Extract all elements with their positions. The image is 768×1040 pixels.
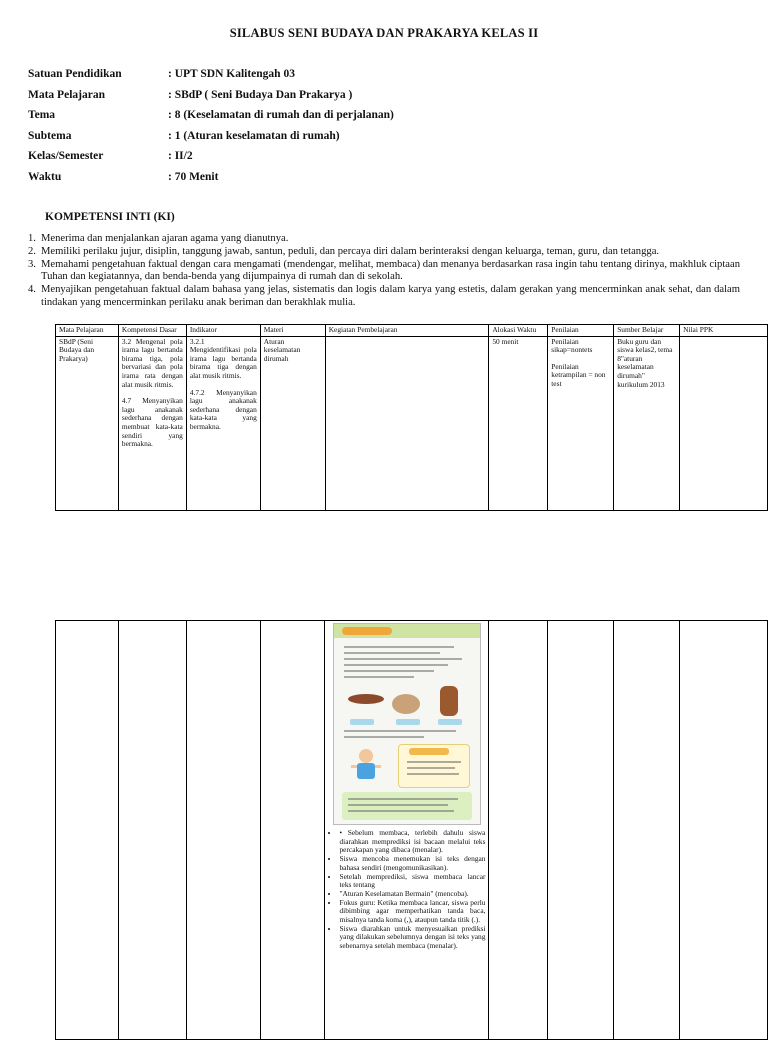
ki-item	[28, 246, 740, 259]
sumber-text: Buku guru dan siswa kelas2, tema 8"aturan keselamatan dirumah" kurikulum 2013	[617, 336, 673, 389]
header-materi: Materi	[260, 325, 325, 337]
ki-text: Memahami pengetahuan faktual dengan cara mengamati (mendengar, melihat, membaca) dan menanya berdasarkan rasa ingin tahu tentang dirinya, makhluk ciptaan Tuhan dan kegiatannya, dan benda-benda yang dijumpainya di rumah dan di sekolah.	[41, 258, 740, 283]
cell-kegiatan	[325, 621, 489, 1040]
cell-empty	[186, 621, 260, 1040]
ki-item	[28, 284, 740, 310]
ki-item	[28, 233, 740, 246]
info-value: : UPT SDN Kalitengah 03	[168, 68, 295, 80]
kd-4-7: 4.7 Menyanyikan lagu anakanak sederhana dengan membuat kata-kata sendiri yang bermakna.	[121, 396, 183, 449]
tambourine-icon	[392, 694, 420, 714]
info-row-tema	[28, 109, 394, 130]
ki-item	[28, 259, 740, 285]
info-label: Subtema	[28, 129, 72, 142]
penilaian-ketrampilan: Penilaian ketrampilan = non test	[551, 361, 606, 388]
kd-3-2: 3.2 Mengenal pola irama lagu bertanda birama tiga, pola bervariasi dan pola irama rata dengan alat musik ritmis.	[121, 336, 183, 389]
cell-empty	[118, 621, 186, 1040]
cell-penilaian	[548, 336, 614, 510]
ki-number: 1.	[28, 233, 36, 244]
info-row-satuan	[28, 68, 394, 89]
page-title: SILABUS SENI BUDAYA DAN PRAKARYA KELAS II	[229, 26, 539, 40]
kegiatan-bullet-list	[328, 829, 485, 951]
tifa-icon	[440, 686, 458, 716]
textbook-page-image	[333, 623, 481, 825]
info-label: Tema	[28, 109, 56, 121]
penilaian-sikap: Penilaian sikap=nontets	[551, 336, 593, 355]
ki-number: 3.	[28, 258, 36, 270]
cell-indikator	[186, 336, 260, 510]
cell-empty	[56, 621, 119, 1040]
info-label: Kelas/Semester	[28, 150, 104, 162]
info-label: Satuan Pendidikan	[28, 68, 122, 80]
table-row	[56, 336, 768, 510]
cell-materi	[260, 336, 325, 510]
callout-box	[398, 744, 470, 788]
cell-kd	[118, 336, 186, 510]
syllabus-table	[55, 324, 768, 511]
table-header-row	[56, 325, 768, 337]
materi-text: Aturan keselamatan dirumah	[263, 336, 301, 363]
cell-mapel	[56, 336, 119, 510]
list-item: • • Sebelum membaca, terlebih dahulu siswa diarahkan memprediksi isi bacaan melalui teks percakapan yang dibaca (menalar).	[339, 829, 485, 855]
info-row-waktu	[28, 171, 394, 192]
ki-text: Menyajikan pengetahuan faktual dalam bahasa yang jelas, sistematis dan logis dalam karya yang estetis, dalam gerakan yang mencerminkan anak sehat, dan dalam tindakan yang mencerminkan perilaku anak beriman dan berakhlak mulia.	[41, 284, 740, 308]
cell-alokasi	[489, 336, 548, 510]
header-kegiatan: Kegiatan Pembelajaran	[325, 325, 489, 337]
indikator-4-7-2: 4.7.2 Menyanyikan lagu anakanak sederhana dengan kata-kata yang bermakna.	[189, 387, 257, 431]
list-item: • Siswa mencoba menemukan isi teks dengan bahasa sendiri (mengomunikasikan).	[339, 855, 485, 872]
mapel-text: SBdP (Seni Budaya dan Prakarya)	[59, 336, 95, 363]
child-illustration-icon	[346, 746, 386, 786]
header-sumber-belajar: Sumber Belajar	[614, 325, 680, 337]
ki-number: 2.	[28, 245, 36, 257]
info-value: : 8 (Keselamatan di rumah dan di perjalanan)	[168, 109, 394, 121]
ki-number: 4.	[28, 284, 36, 296]
cell-empty	[680, 621, 768, 1040]
list-item: • Setelah memprediksi, siswa membaca lancar teks tentang	[339, 873, 485, 890]
ki-text: Menerima dan menjalankan ajaran agama yang dianutnya.	[41, 233, 289, 244]
list-item: • Siswa diarahkan untuk menyesuaikan prediksi yang dilakukan sebelumnya dengan isi teks yang sebenarnya setelah membaca (menalar).	[339, 925, 485, 951]
info-value: : 1 (Aturan keselamatan di rumah)	[168, 129, 340, 142]
cell-kegiatan	[325, 336, 489, 510]
info-value: : II/2	[168, 150, 193, 162]
info-row-kelas	[28, 150, 394, 171]
ki-heading: KOMPETENSI INTI (KI)	[45, 211, 175, 223]
info-row-subtema	[28, 130, 394, 151]
header-indikator: Indikator	[186, 325, 260, 337]
header-kompetensi-dasar: Kompetensi Dasar	[118, 325, 186, 337]
indikator-3-2-1: 3.2.1 Mengidentifikasi pola irama lagu bertanda birama tiga dengan alat musik ritmis.	[189, 336, 257, 380]
info-row-mapel	[28, 89, 394, 110]
info-block	[28, 68, 394, 191]
header-nilai-ppk: Nilai PPK	[680, 325, 768, 337]
info-value: : 70 Menit	[168, 170, 219, 183]
info-label: Mata Pelajaran	[28, 88, 105, 101]
cell-empty	[614, 621, 680, 1040]
syllabus-table-continued	[55, 620, 768, 1040]
list-item: • Fokus guru: Ketika membaca lancar, siswa perlu dibimbing agar memperhatikan tanda baca, misalnya tanda koma (,), ataupun tanda titik (.).	[339, 899, 485, 925]
list-item: • "Aturan Keselamatan Bermain" (mencoba).	[339, 890, 485, 899]
ki-list	[28, 233, 740, 310]
cell-nilai-ppk	[680, 336, 768, 510]
cell-empty	[260, 621, 325, 1040]
header-mata-pelajaran: Mata Pelajaran	[56, 325, 119, 337]
ki-text: Memiliki perilaku jujur, disiplin, tanggung jawab, santun, peduli, dan percaya diri dalam berinteraksi dengan keluarga, teman, guru, dan tetangga.	[41, 245, 660, 257]
table-row	[56, 621, 768, 1040]
book-footer-note	[342, 792, 472, 820]
cell-empty	[548, 621, 614, 1040]
alokasi-text: 50 menit	[492, 336, 519, 346]
header-penilaian: Penilaian	[548, 325, 614, 337]
header-alokasi-waktu: Alokasi Waktu	[489, 325, 548, 337]
drum-icon	[348, 694, 384, 704]
info-value: : SBdP ( Seni Budaya Dan Prakarya )	[168, 88, 353, 101]
book-section-tag	[342, 627, 392, 635]
info-label: Waktu	[28, 170, 62, 183]
cell-empty	[489, 621, 548, 1040]
cell-sumber	[614, 336, 680, 510]
